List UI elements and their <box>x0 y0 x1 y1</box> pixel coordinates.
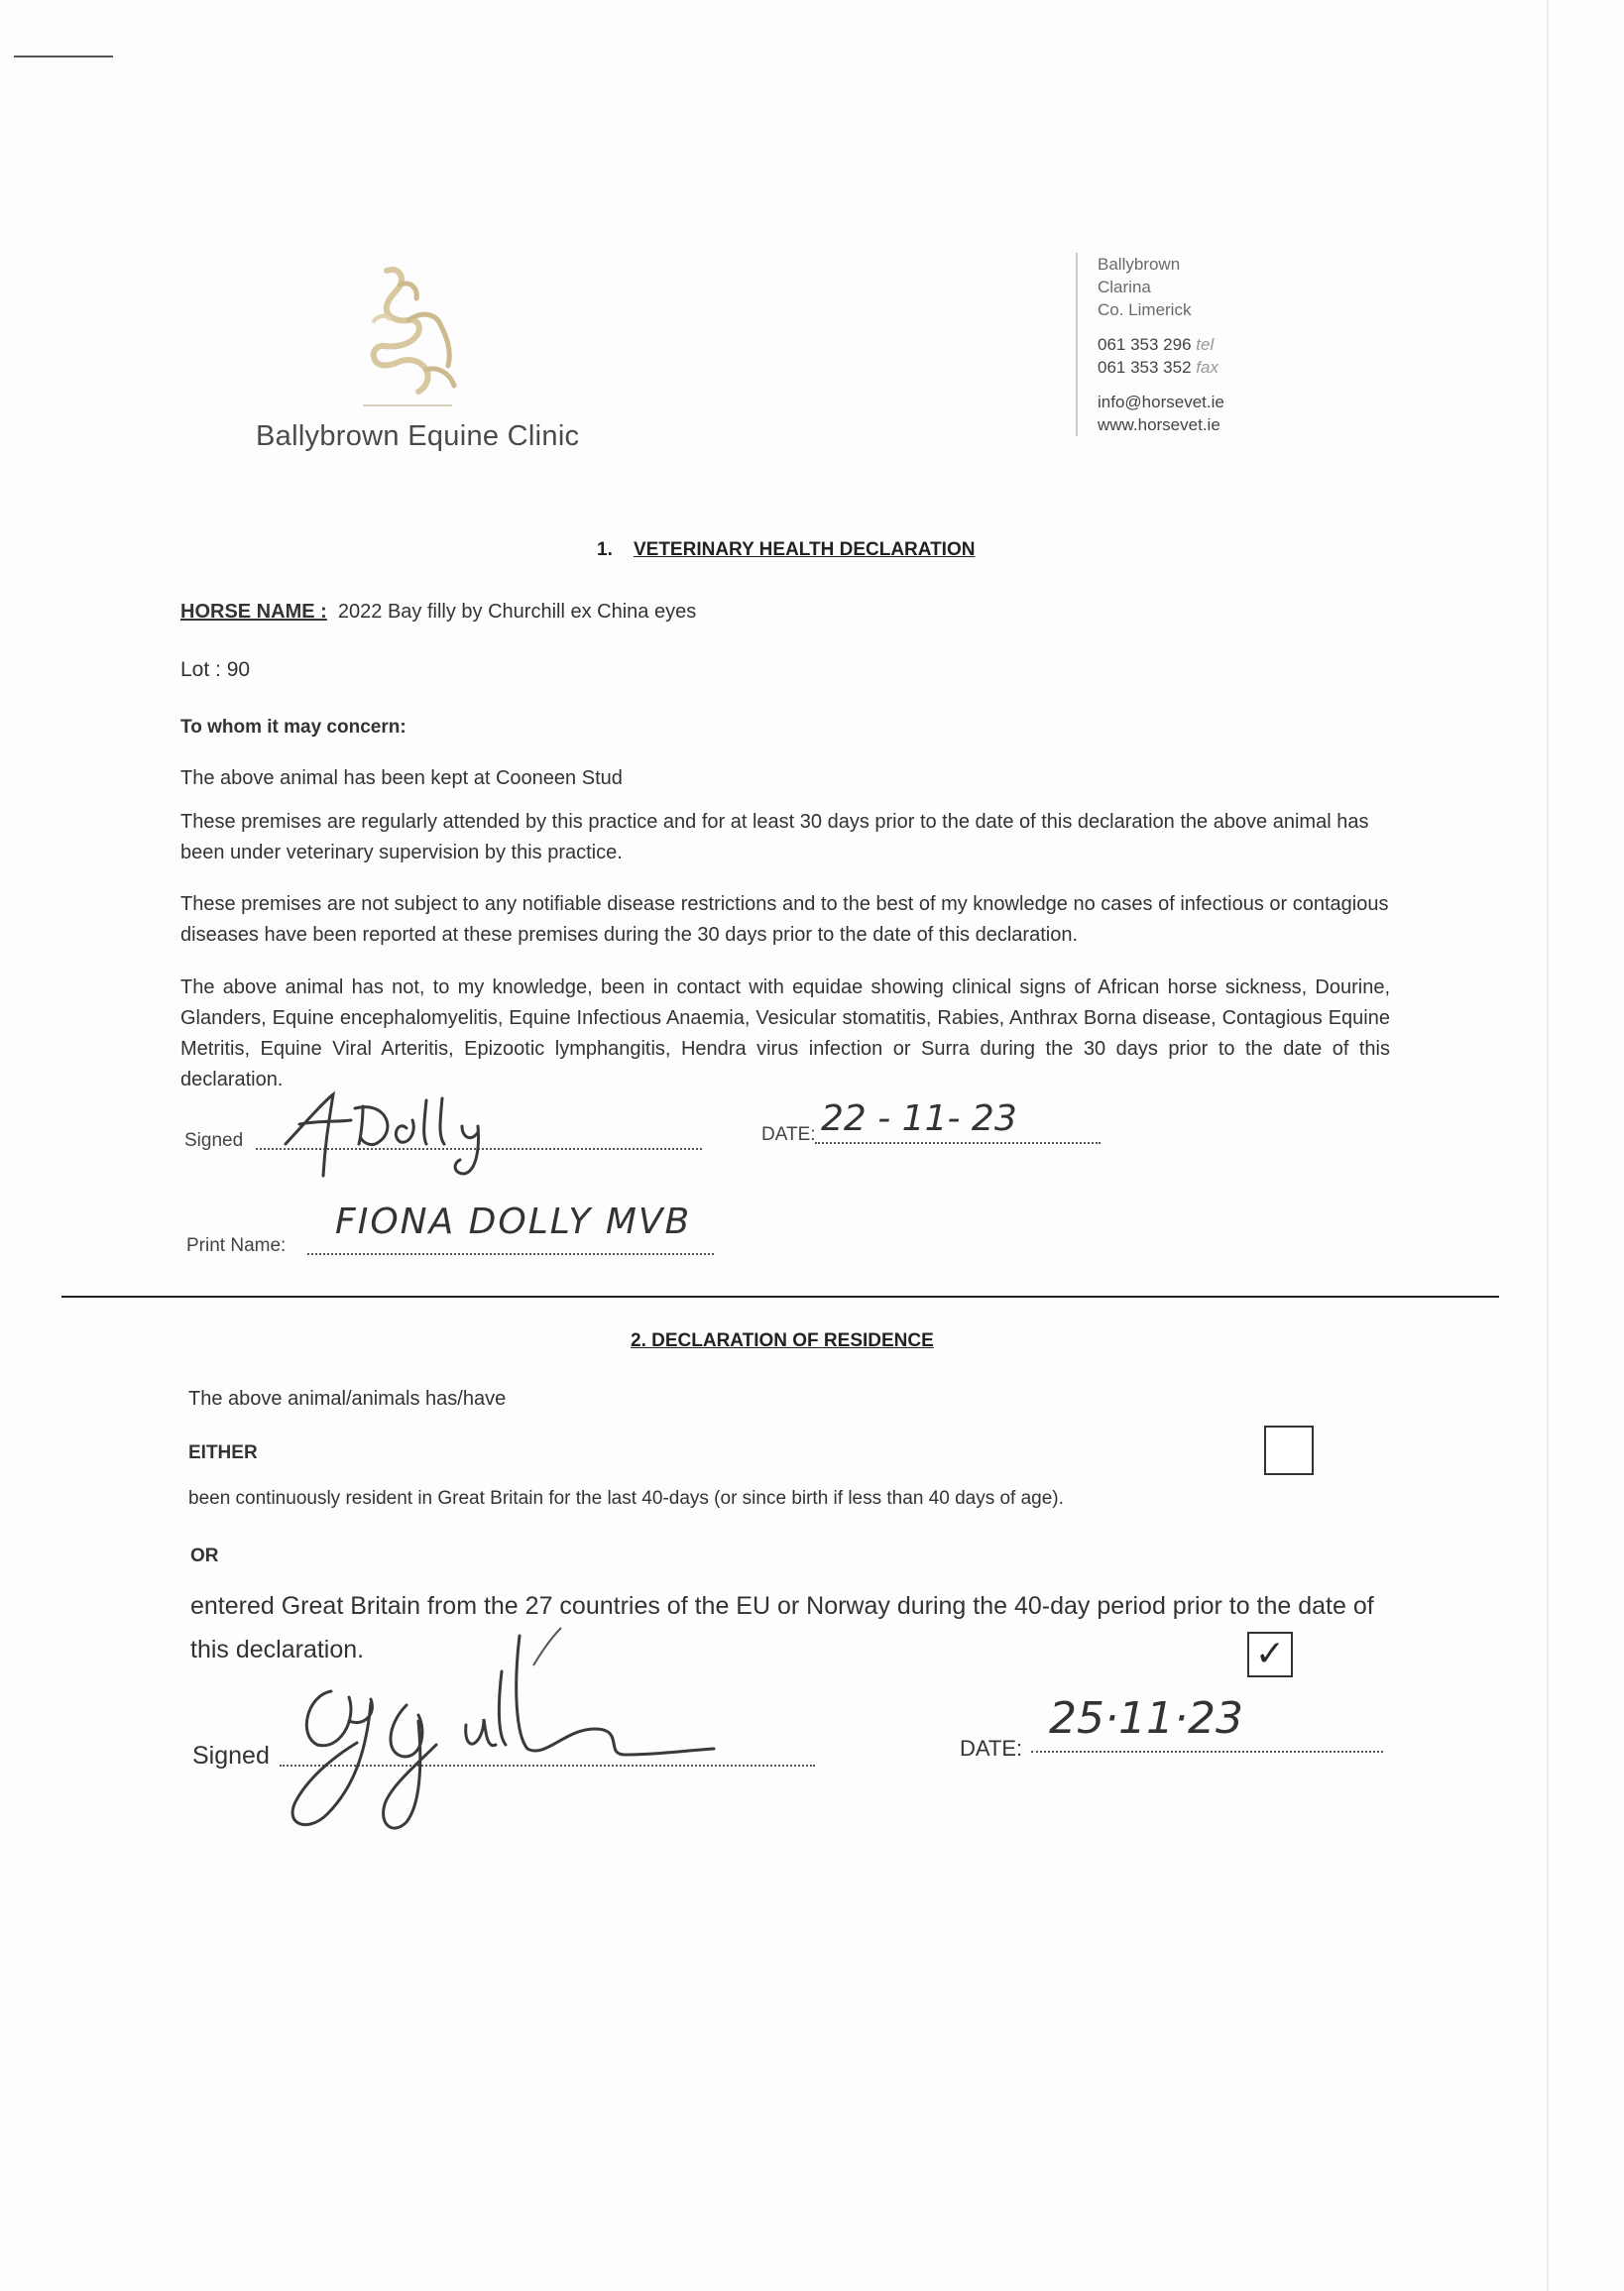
date-line-2 <box>1031 1751 1383 1753</box>
address-line: Clarina <box>1098 278 1151 296</box>
print-name-line <box>307 1253 714 1255</box>
horse-name-value: 2022 Bay filly by Churchill ex China eyes <box>337 601 697 623</box>
print-name-value: FIONA DOLLY MVB <box>335 1202 692 1242</box>
print-name-label: Print Name: <box>186 1235 287 1256</box>
section2-title: 2. DECLARATION OF RESIDENCE <box>631 1330 934 1351</box>
tel-number: 061 353 296 <box>1098 335 1192 354</box>
address-line: Co. Limerick <box>1098 300 1192 319</box>
horse-name-label: HORSE NAME : <box>180 601 327 623</box>
date-label-2: DATE: <box>960 1736 1023 1761</box>
or-label: OR <box>190 1546 219 1566</box>
fax-line <box>1098 356 1224 379</box>
fax-number: 061 353 352 <box>1098 358 1192 377</box>
option1-text: been continuously resident in Great Britain for the last 40-days (or since birth if less than 40 days of age). <box>188 1488 1064 1509</box>
address-line: Ballybrown <box>1098 255 1181 274</box>
vet-signature-date: 22 - 11- 23 <box>821 1098 1017 1139</box>
horse-logo-icon <box>357 263 476 411</box>
owner-signature-icon <box>268 1626 724 1844</box>
vet-signature-icon <box>268 1081 535 1180</box>
section1-title <box>597 539 975 561</box>
clinic-address-block <box>1076 253 1224 436</box>
signed-label-2: Signed <box>192 1742 270 1770</box>
option2-checkbox[interactable]: ✓ <box>1247 1632 1293 1677</box>
lot-number: Lot : 90 <box>180 658 251 681</box>
clinic-name: Ballybrown Equine Clinic <box>256 420 580 452</box>
tel-label: tel <box>1196 335 1215 354</box>
signed-label: Signed <box>184 1130 244 1151</box>
fax-label: fax <box>1196 358 1218 377</box>
option1-checkbox[interactable] <box>1264 1426 1314 1475</box>
date-line <box>815 1142 1101 1144</box>
section-divider <box>61 1296 1499 1298</box>
paragraph-supervision: These premises are regularly attended by this practice and for at least 30 days prior to the date of this declaration the above animal has been under veterinary supervision by this practice. <box>180 811 1369 863</box>
date-label: DATE: <box>761 1124 816 1145</box>
either-label: EITHER <box>188 1442 258 1463</box>
salutation: To whom it may concern: <box>180 717 406 738</box>
website-link[interactable]: www.horsevet.ie <box>1098 415 1220 434</box>
scan-edge <box>1547 0 1549 2291</box>
owner-signature-date: 25·11·23 <box>1049 1693 1243 1744</box>
residence-intro: The above animal/animals has/have <box>188 1388 507 1410</box>
section1-title-text: VETERINARY HEALTH DECLARATION <box>633 539 976 560</box>
section1-number: 1. <box>597 539 613 560</box>
option2-text: entered Great Britain from the 27 countries of the EU or Norway during the 40-day period prior to the date of this declaration. <box>190 1592 1374 1663</box>
paragraph-no-contact: The above animal has not, to my knowledge, been in contact with equidae showing clinical signs of African horse sickness, Dourine, Glanders, Equine encephalomyelitis, Equine Infectious Anaemia, Vesicular stomatitis, Rabies, Anthrax Borna disease, Contagious Equine Metritis, Equine Viral Arteritis, Epizootic lymphangitis, Hendra virus infection or Surra during the 30 days prior to the date of this declaration. <box>180 976 1390 1090</box>
phone-line <box>1098 333 1224 356</box>
horse-name-row <box>180 597 696 628</box>
paragraph-no-restrictions: These premises are not subject to any notifiable disease restrictions and to the best of my knowledge no cases of infectious or contagious diseases have been reported at these premises during the 30 days prior to the date of this declaration. <box>180 893 1389 946</box>
scan-mark <box>14 56 113 57</box>
email-link[interactable]: info@horsevet.ie <box>1098 393 1224 411</box>
paragraph-kept-at: The above animal has been kept at Cooneen Stud <box>180 767 623 789</box>
